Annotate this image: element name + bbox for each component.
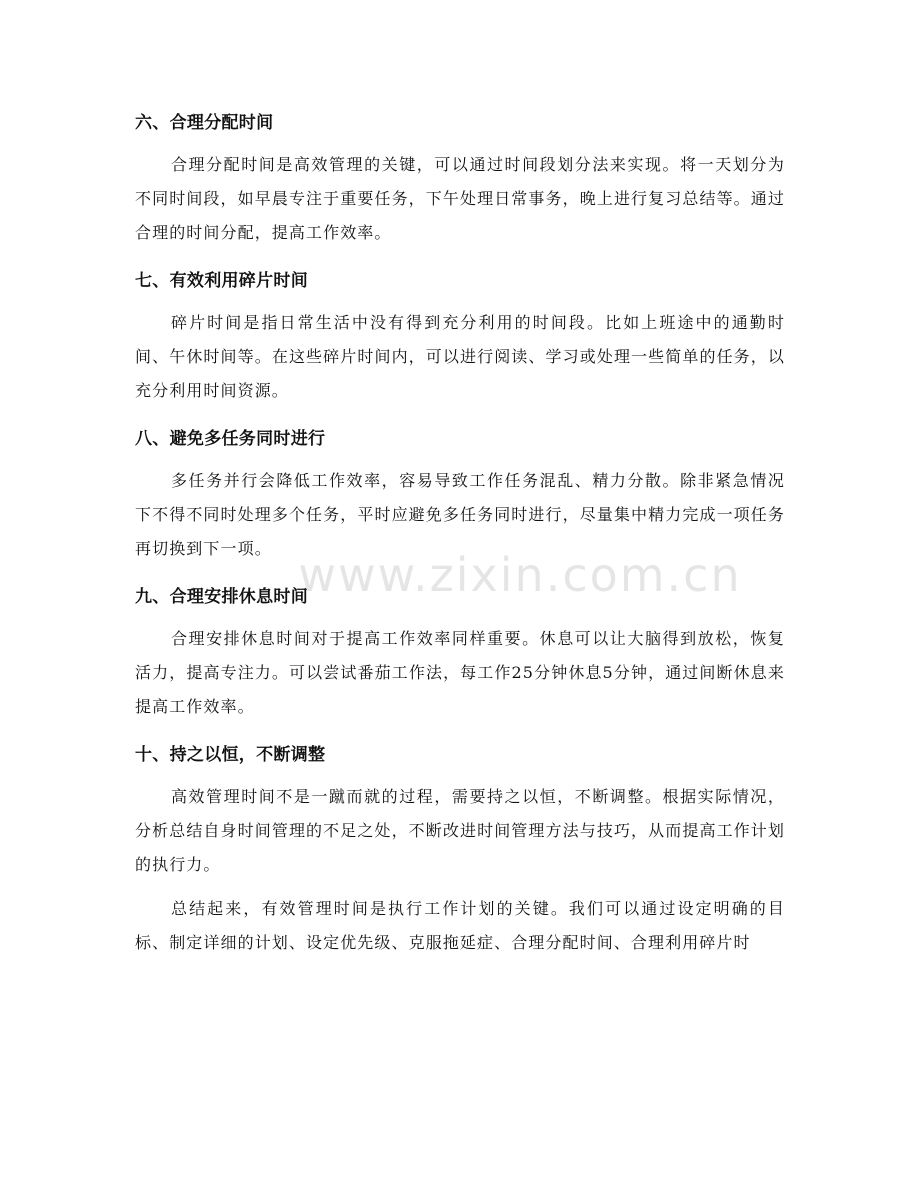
section-paragraph: 碎片时间是指日常生活中没有得到充分利用的时间段。比如上班途中的通勤时间、午休时间等。在这些碎片时间内，可以进行阅读、学习或处理一些简单的任务，以充分利用时间资源。	[135, 313, 785, 400]
section-9	[135, 576, 785, 724]
document-body	[135, 102, 785, 970]
section-paragraph: 多任务并行会降低工作效率，容易导致工作任务混乱、精力分散。除非紧急情况下不得不同时处理多个任务，平时应避免多任务同时进行，尽量集中精力完成一项任务再切换到下一项。	[135, 471, 785, 558]
section-heading: 七、有效利用碎片时间	[135, 271, 308, 291]
section-10	[135, 734, 785, 882]
section-paragraph: 高效管理时间不是一蹴而就的过程，需要持之以恒，不断调整。根据实际情况，分析总结自身时间管理的不足之处，不断改进时间管理方法与技巧，从而提高工作计划的执行力。	[135, 787, 785, 874]
section-6	[135, 102, 785, 250]
section-paragraph: 合理分配时间是高效管理的关键，可以通过时间段划分法来实现。将一天划分为不同时间段，如早晨专注于重要任务，下午处理日常事务，晚上进行复习总结等。通过合理的时间分配，提高工作效率。	[135, 155, 785, 242]
section-7	[135, 260, 785, 408]
section-heading: 八、避免多任务同时进行	[135, 429, 326, 449]
summary-paragraph: 总结起来，有效管理时间是执行工作计划的关键。我们可以通过设定明确的目标、制定详细的计划、设定优先级、克服拖延症、合理分配时间、合理利用碎片时	[135, 899, 785, 952]
section-heading: 十、持之以恒，不断调整	[135, 745, 326, 765]
watermark: www.zixin.com.cn	[298, 548, 742, 602]
section-heading: 九、合理安排休息时间	[135, 587, 308, 607]
section-heading: 六、合理分配时间	[135, 113, 274, 133]
section-paragraph: 合理安排休息时间对于提高工作效率同样重要。休息可以让大脑得到放松，恢复活力，提高专注力。可以尝试番茄工作法，每工作25分钟休息5分钟，通过间断休息来提高工作效率。	[135, 629, 785, 716]
section-8	[135, 418, 785, 566]
